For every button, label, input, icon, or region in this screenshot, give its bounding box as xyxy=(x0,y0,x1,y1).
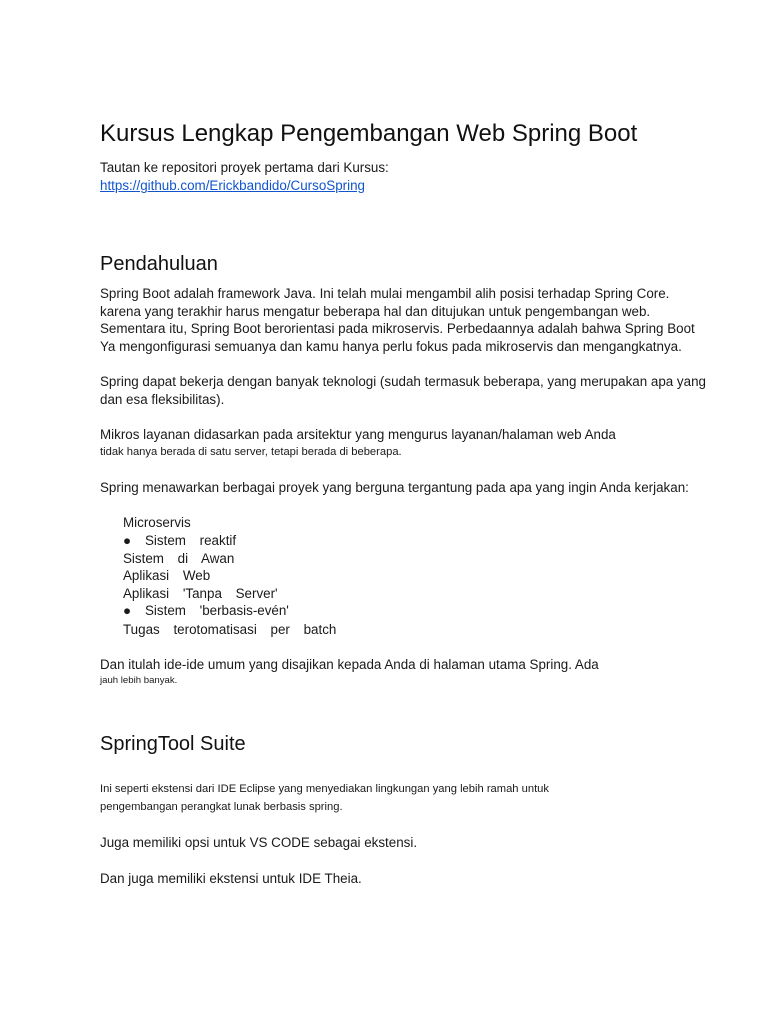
list-item-text: Sistem di Awan xyxy=(123,551,235,566)
repo-link[interactable]: https://github.com/Erickbandido/CursoSpring xyxy=(100,178,365,193)
document-title: Kursus Lengkap Pengembangan Web Spring Boot xyxy=(100,120,638,147)
paragraph-line: Spring Boot adalah framework Java. Ini telah mulai mengambil alih posisi terhadap Spring Core. xyxy=(100,286,670,301)
paragraph-line: Dan juga memiliki ekstensi untuk IDE Theia. xyxy=(100,871,362,886)
paragraph-line: tidak hanya berada di satu server, tetapi berada di beberapa. xyxy=(100,446,402,458)
list-item xyxy=(123,621,336,639)
paragraph-line: Juga memiliki opsi untuk VS CODE sebagai ekstensi. xyxy=(100,835,418,850)
list-item-text: Microservis xyxy=(123,515,191,530)
list-item xyxy=(123,585,278,603)
list-item-text: Sistem reaktif xyxy=(145,533,237,548)
bullet-icon: ● xyxy=(123,533,132,548)
section-heading-springtool: SpringTool Suite xyxy=(100,733,246,755)
paragraph-line: pengembangan perangkat lunak berbasis spring. xyxy=(100,801,343,813)
intro-text: Tautan ke repositori proyek pertama dari Kursus: xyxy=(100,160,389,175)
paragraph-line: Sementara itu, Spring Boot berorientasi pada mikroservis. Perbedaannya adalah bahwa Spring Boot xyxy=(100,321,695,336)
list-item xyxy=(123,567,210,585)
list-item-text: Tugas terotomatisasi per batch xyxy=(123,622,337,637)
bullet-icon: ● xyxy=(123,603,132,618)
list-item-text: Sistem 'berbasis-evén' xyxy=(145,603,289,618)
paragraph-line: dan esa fleksibilitas). xyxy=(100,392,225,407)
paragraph-line: Spring dapat bekerja dengan banyak teknologi (sudah termasuk beberapa, yang merupakan apa yang xyxy=(100,374,706,389)
list-item-text: Aplikasi 'Tanpa Server' xyxy=(123,586,278,601)
list-item xyxy=(123,514,191,532)
list-item-text: Aplikasi Web xyxy=(123,568,211,583)
paragraph-line: Dan itulah ide-ide umum yang disajikan kepada Anda di halaman utama Spring. Ada xyxy=(100,657,599,672)
paragraph-line: Mikros layanan didasarkan pada arsitektur yang mengurus layanan/halaman web Anda xyxy=(100,427,616,442)
paragraph-line: Ya mengonfigurasi semuanya dan kamu hanya perlu fokus pada mikroservis dan mengangkatnya. xyxy=(100,339,682,354)
paragraph-line: karena yang terakhir harus mengatur beberapa hal dan ditujukan untuk pengembangan web. xyxy=(100,304,651,319)
list-item xyxy=(123,550,234,568)
paragraph-line: jauh lebih banyak. xyxy=(100,675,178,686)
section-heading-pendahuluan: Pendahuluan xyxy=(100,253,218,275)
paragraph-line: Ini seperti ekstensi dari IDE Eclipse yang menyediakan lingkungan yang lebih ramah untuk xyxy=(100,783,550,795)
list-item xyxy=(123,602,289,620)
paragraph-line: Spring menawarkan berbagai proyek yang berguna tergantung pada apa yang ingin Anda kerjakan: xyxy=(100,480,689,495)
list-item xyxy=(123,532,236,550)
